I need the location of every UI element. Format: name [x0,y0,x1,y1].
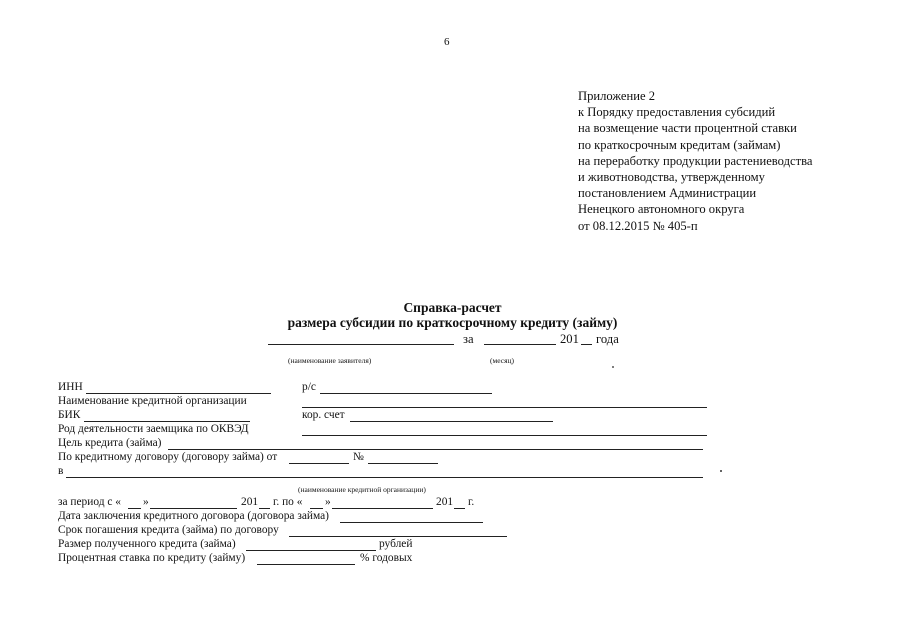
year-digit-line[interactable] [581,344,592,345]
received-amount-label: Размер полученного кредита (займа) [58,538,236,550]
rs-label: р/с [302,381,316,393]
year-suffix: года [596,332,619,346]
year-g1: 201 [241,496,259,508]
repayment-term-line[interactable] [289,536,507,537]
period-year-to-line[interactable] [454,508,465,509]
year-prefix: 201 [560,332,579,346]
bik-label: БИК [58,409,81,421]
percent-annual-label: % годовых [360,552,413,564]
conclusion-date-line[interactable] [340,522,483,523]
rubles-label: рублей [379,538,413,550]
appendix-line: постановлением Администрации [578,186,757,201]
number-sign: № [353,451,364,463]
appendix-line: по краткосрочным кредитам (займам) [578,137,781,152]
za-label: за [463,332,474,346]
rs-line[interactable] [320,393,492,394]
quote-close: » [143,496,149,508]
appendix-line: к Порядку предоставления субсидий [578,105,776,120]
agreement-number-line[interactable] [368,463,438,464]
bank-full-line[interactable] [66,477,703,478]
appendix-block [578,88,812,234]
appendix-line: и животноводства, утвержденному [578,170,765,185]
credit-purpose-line[interactable] [168,449,703,450]
g-end-label: г. [468,496,475,508]
v-label: в [58,465,64,477]
appendix-line: на возмещение части процентной ставки [578,121,797,136]
month-line[interactable] [484,344,556,345]
quote-close: » [325,496,331,508]
stray-mark [612,366,614,368]
appendix-line: на переработку продукции растениеводства [578,153,813,168]
period-from-label: за период с « [58,496,121,508]
repayment-term-label: Срок погашения кредита (займа) по договору [58,524,279,536]
bank-name-label: Наименование кредитной организации [58,395,247,407]
appendix-line: Ненецкого автономного округа [578,202,745,217]
agreement-label: По кредитному договору (договору займа) от [58,451,278,463]
appendix-line: Приложение 2 [578,89,656,103]
kor-schet-line[interactable] [350,421,553,422]
applicant-name-line[interactable] [268,344,454,345]
appendix-line: от 08.12.2015 № 405-п [578,218,698,233]
okved-line[interactable] [302,435,707,436]
bank-caption: (наименование кредитной организации) [298,485,426,494]
applicant-caption: (наименование заявителя) [288,356,372,365]
okved-label: Род деятельности заемщика по ОКВЭД [58,423,249,435]
period-year-from-line[interactable] [259,508,270,509]
stray-mark [720,470,722,472]
received-amount-line[interactable] [246,550,376,551]
credit-purpose-label: Цель кредита (займа) [58,437,162,449]
document-subtitle: размера субсидии по краткосрочному кредиту (займу) [287,315,618,330]
bank-name-line[interactable] [302,407,707,408]
period-month-to-line[interactable] [332,508,433,509]
month-caption: (месяц) [490,356,515,365]
interest-rate-line[interactable] [257,564,355,565]
agreement-date-line[interactable] [289,463,349,464]
interest-rate-label: Процентная ставка по кредиту (займу) [58,552,246,564]
year-g2: 201 [436,496,454,508]
g-po-label: г. по « [273,496,303,508]
conclusion-date-label: Дата заключения кредитного договора (договора займа) [58,510,329,522]
page-number: 6 [444,36,450,48]
bik-line[interactable] [84,421,250,422]
document-title: Справка-расчет [403,300,502,315]
inn-label: ИНН [58,381,83,393]
inn-line[interactable] [86,393,271,394]
period-day-from-line[interactable] [128,508,141,509]
period-month-from-line[interactable] [150,508,237,509]
period-day-to-line[interactable] [310,508,323,509]
kor-schet-label: кор. счет [302,409,345,421]
